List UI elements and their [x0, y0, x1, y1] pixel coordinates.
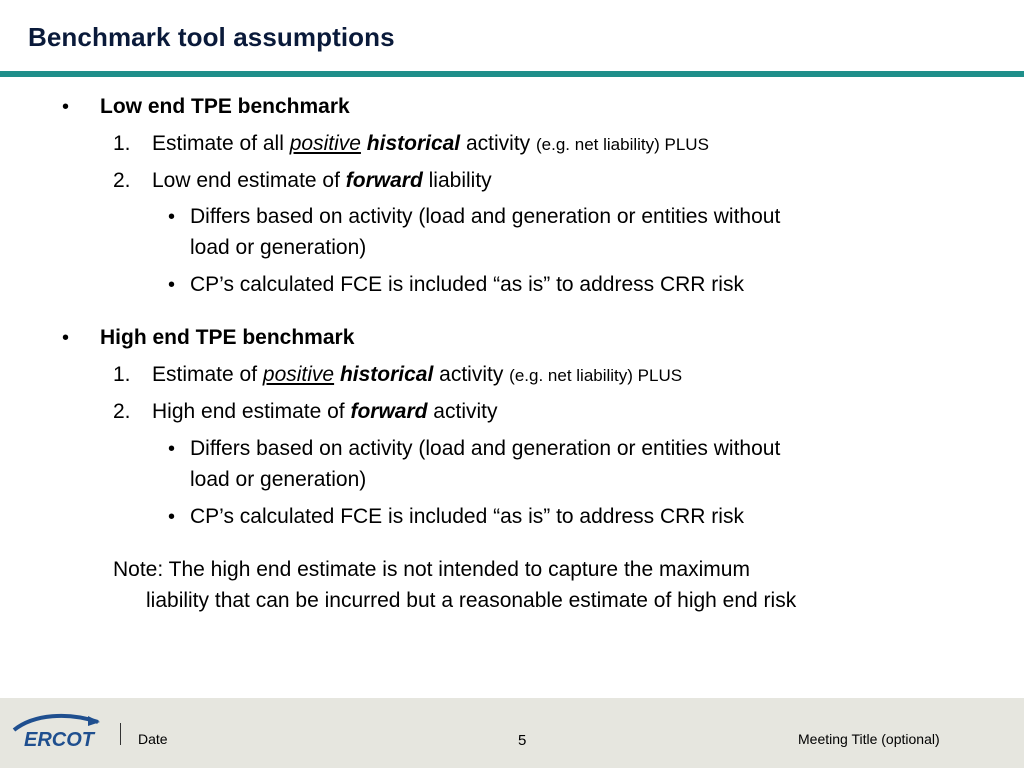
text-segment: activity	[433, 363, 510, 386]
high-item-2	[152, 400, 497, 424]
historical-emphasis: historical	[366, 132, 461, 155]
positive-emphasis: positive	[262, 363, 335, 386]
list-number: 1.	[113, 363, 131, 386]
text-segment: activity	[427, 400, 498, 423]
list-number: 2.	[113, 169, 131, 192]
footer-date: Date	[138, 731, 168, 747]
high-item-1	[152, 363, 682, 387]
high-end-heading: High end TPE benchmark	[100, 326, 355, 349]
high-sub-2: CP’s calculated FCE is included “as is” to address CRR risk	[190, 505, 744, 528]
ercot-logo	[10, 708, 102, 752]
title-divider	[0, 71, 1024, 77]
low-sub-1-line2: load or generation)	[190, 236, 367, 259]
low-end-heading: Low end TPE benchmark	[100, 95, 350, 118]
forward-emphasis: forward	[350, 400, 428, 423]
text-segment: Estimate of	[152, 363, 263, 386]
svg-text:ERCOT: ERCOT	[24, 729, 94, 751]
bullet-dot: •	[62, 327, 70, 349]
text-segment: High end estimate of	[152, 400, 351, 423]
bullet-dot: •	[62, 96, 70, 118]
text-segment: Estimate of all	[152, 132, 290, 155]
note-line-1: Note: The high end estimate is not intended to capture the maximum	[113, 558, 750, 581]
historical-emphasis: historical	[339, 363, 434, 386]
page-number: 5	[518, 732, 527, 749]
sub-bullet-dot: •	[168, 206, 176, 228]
sub-bullet-dot: •	[168, 438, 176, 460]
slide-footer	[0, 698, 1024, 768]
list-number: 1.	[113, 132, 131, 155]
meeting-title: Meeting Title (optional)	[798, 731, 940, 747]
low-sub-2: CP’s calculated FCE is included “as is” to address CRR risk	[190, 273, 744, 296]
text-segment: Low end estimate of	[152, 169, 346, 192]
forward-emphasis: forward	[345, 169, 423, 192]
sub-bullet-dot: •	[168, 506, 176, 528]
positive-emphasis: positive	[289, 132, 361, 155]
high-sub-1-line1: Differs based on activity (load and generation or entities without	[190, 437, 781, 460]
note-line-2: liability that can be incurred but a reasonable estimate of high end risk	[146, 589, 797, 612]
text-segment: liability	[422, 169, 492, 192]
slide-title: Benchmark tool assumptions	[28, 22, 395, 52]
low-sub-1-line1: Differs based on activity (load and generation or entities without	[190, 205, 781, 228]
high-sub-1-line2: load or generation)	[190, 468, 367, 491]
text-segment: activity	[460, 132, 537, 155]
low-item-2	[152, 169, 492, 193]
note-small: (e.g. net liability) PLUS	[509, 366, 683, 385]
footer-separator	[120, 723, 121, 745]
low-item-1	[152, 132, 709, 156]
sub-bullet-dot: •	[168, 274, 176, 296]
list-number: 2.	[113, 400, 131, 423]
note-small: (e.g. net liability) PLUS	[536, 135, 709, 154]
